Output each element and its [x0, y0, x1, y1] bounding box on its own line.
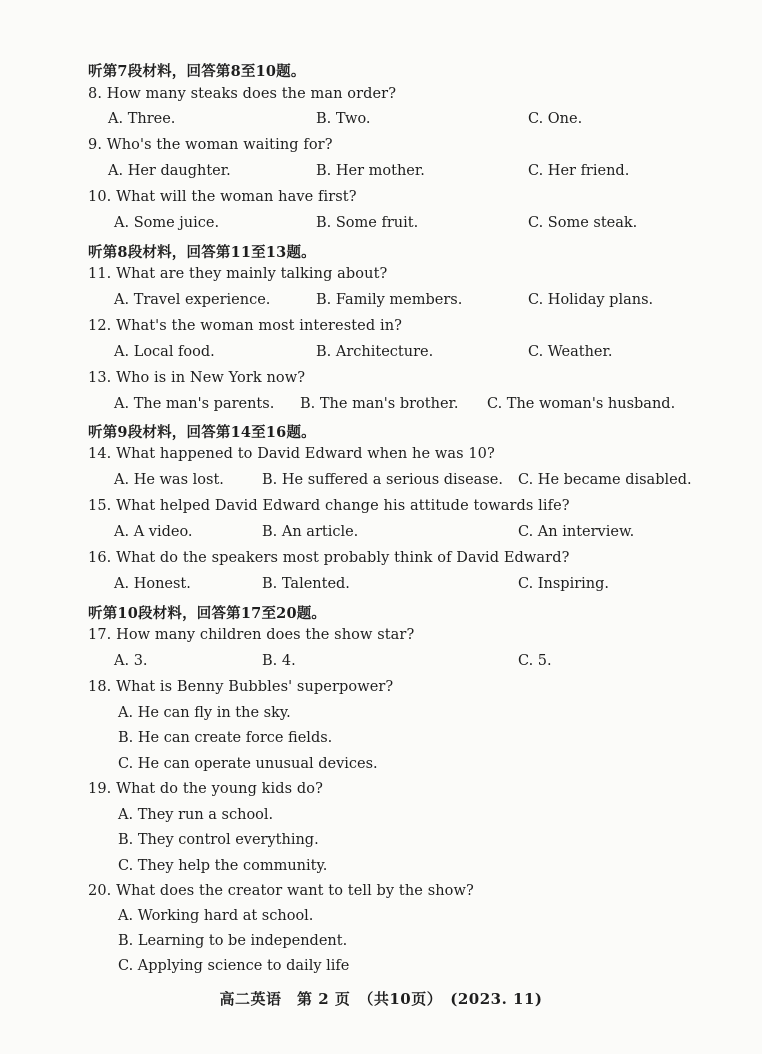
question-17: 17. How many children does the show star? [88, 627, 415, 643]
option-15b: B. An article. [262, 524, 359, 540]
question-11: 11. What are they mainly talking about? [88, 266, 388, 282]
option-13a: A. The man's parents. [114, 396, 275, 412]
option-13b: B. The man's brother. [300, 396, 459, 412]
option-11a: A. Travel experience. [114, 292, 271, 308]
option-17a: A. 3. [114, 653, 148, 669]
option-10a: A. Some juice. [114, 215, 220, 231]
option-13c: C. The woman's husband. [487, 396, 676, 412]
option-17c: C. 5. [518, 653, 552, 669]
question-8: 8. How many steaks does the man order? [88, 86, 397, 102]
section-heading-8: 听第8段材料，回答第11至13题。 [88, 244, 316, 261]
option-18b: B. He can create force fields. [118, 730, 333, 746]
section-heading-10: 听第10段材料，回答第17至20题。 [88, 605, 327, 622]
question-20: 20. What does the creator want to tell by the show? [88, 883, 474, 899]
question-19: 19. What do the young kids do? [88, 781, 323, 797]
option-8c: C. One. [528, 111, 583, 127]
question-10: 10. What will the woman have first? [88, 189, 357, 205]
section-heading-7: 听第7段材料，回答第8至10题。 [88, 63, 306, 80]
section-heading-9: 听第9段材料，回答第14至16题。 [88, 424, 316, 441]
option-12c: C. Weather. [528, 344, 613, 360]
option-14b: B. He suffered a serious disease. [262, 472, 503, 488]
option-12a: A. Local food. [114, 344, 215, 360]
option-20a: A. Working hard at school. [118, 908, 314, 924]
option-18c: C. He can operate unusual devices. [118, 756, 378, 772]
option-15c: C. An interview. [518, 524, 635, 540]
question-9: 9. Who's the woman waiting for? [88, 137, 333, 153]
option-8a: A. Three. [108, 111, 176, 127]
option-19a: A. They run a school. [118, 807, 274, 823]
option-16a: A. Honest. [114, 576, 191, 592]
option-19b: B. They control everything. [118, 832, 319, 848]
option-10b: B. Some fruit. [316, 215, 419, 231]
option-14a: A. He was lost. [114, 472, 224, 488]
option-20c: C. Applying science to daily life [118, 958, 350, 974]
option-16c: C. Inspiring. [518, 576, 610, 592]
option-9b: B. Her mother. [316, 163, 425, 179]
question-14: 14. What happened to David Edward when he was 10? [88, 446, 495, 462]
option-16b: B. Talented. [262, 576, 350, 592]
question-12: 12. What's the woman most interested in? [88, 318, 403, 334]
question-18: 18. What is Benny Bubbles' superpower? [88, 679, 394, 695]
question-13: 13. Who is in New York now? [88, 370, 306, 386]
option-14c: C. He became disabled. [518, 472, 692, 488]
option-9a: A. Her daughter. [108, 163, 231, 179]
option-12b: B. Architecture. [316, 344, 434, 360]
option-8b: B. Two. [316, 111, 371, 127]
question-16: 16. What do the speakers most probably think of David Edward? [88, 550, 570, 566]
question-15: 15. What helped David Edward change his attitude towards life? [88, 498, 570, 514]
option-17b: B. 4. [262, 653, 296, 669]
page-footer: 高二英语 第 2 页 （共10页） (2023. 11) [219, 990, 543, 1008]
option-20b: B. Learning to be independent. [118, 933, 348, 949]
option-10c: C. Some steak. [528, 215, 638, 231]
option-15a: A. A video. [114, 524, 193, 540]
option-18a: A. He can fly in the sky. [118, 705, 291, 721]
option-11b: B. Family members. [316, 292, 463, 308]
option-11c: C. Holiday plans. [528, 292, 654, 308]
option-9c: C. Her friend. [528, 163, 630, 179]
option-19c: C. They help the community. [118, 858, 328, 874]
